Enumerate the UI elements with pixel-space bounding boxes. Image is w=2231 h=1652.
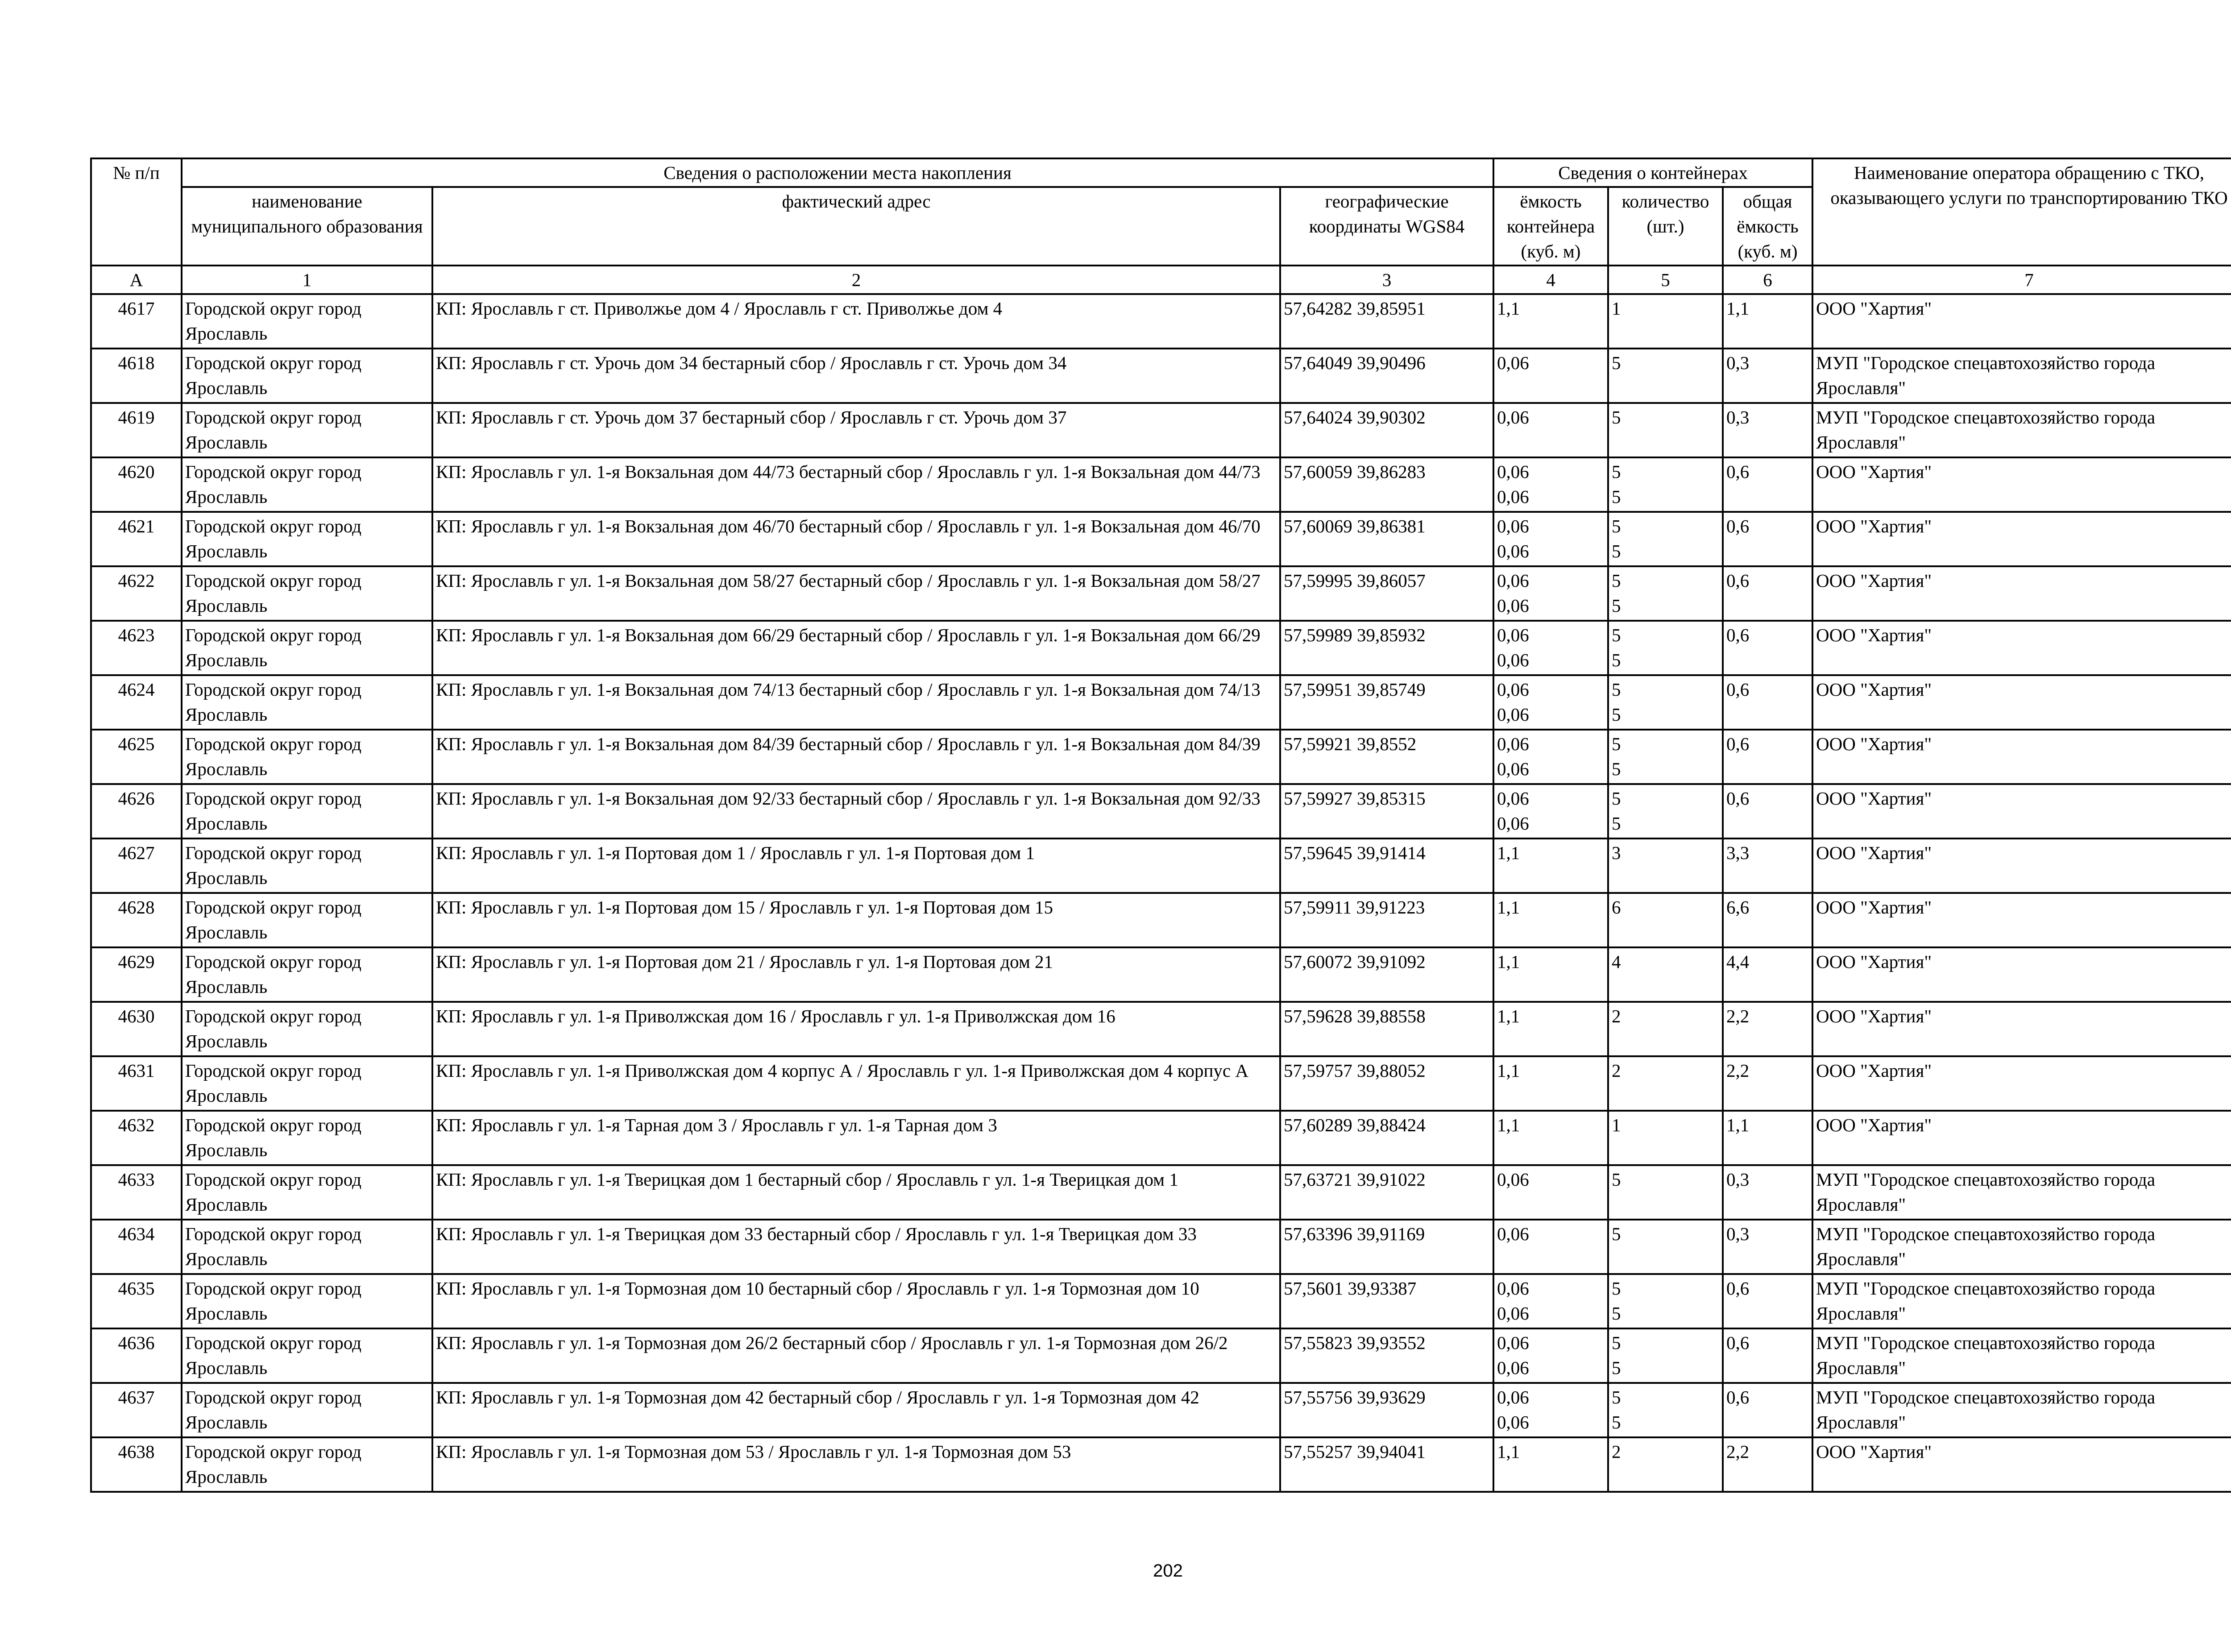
capacity-cell: 0,06 bbox=[1493, 349, 1608, 403]
table-row bbox=[91, 512, 2231, 566]
count-cell-line: 5 bbox=[1612, 650, 1621, 670]
index-cell: А bbox=[91, 266, 182, 294]
municipality-cell: Городской округ город Ярославль bbox=[182, 893, 432, 947]
total-cell: 2,2 bbox=[1723, 1002, 1812, 1056]
capacity-cell: 0,06 bbox=[1493, 1220, 1608, 1274]
capacity-cell bbox=[1493, 1328, 1608, 1383]
count-cell: 2 bbox=[1608, 1056, 1723, 1111]
municipality-cell: Городской округ город Ярославль bbox=[182, 1274, 432, 1328]
count-cell-line: 5 bbox=[1612, 486, 1621, 507]
count-cell: 6 bbox=[1608, 893, 1723, 947]
operator-cell: ООО "Хартия" bbox=[1812, 1002, 2231, 1056]
municipality-cell: Городской округ город Ярославль bbox=[182, 947, 432, 1002]
operator-cell: МУП "Городское спецавтохозяйство города Ярославля" bbox=[1812, 1328, 2231, 1383]
municipality-cell: Городской округ город Ярославль bbox=[182, 621, 432, 675]
coords-cell: 57,59911 39,91223 bbox=[1280, 893, 1493, 947]
count-cell-line: 5 bbox=[1612, 1303, 1621, 1324]
table-row bbox=[91, 294, 2231, 349]
address-cell: КП: Ярославль г ул. 1-я Вокзальная дом 84/39 бестарный сбор / Ярославль г ул. 1-я Вокзальная дом 84/39 bbox=[432, 730, 1280, 784]
coords-cell: 57,60289 39,88424 bbox=[1280, 1111, 1493, 1165]
coords-cell: 57,59927 39,85315 bbox=[1280, 784, 1493, 838]
address-cell: КП: Ярославль г ул. 1-я Портовая дом 21 / Ярославль г ул. 1-я Портовая дом 21 bbox=[432, 947, 1280, 1002]
row-number: 4623 bbox=[91, 621, 182, 675]
capacity-cell-line: 0,06 bbox=[1497, 595, 1529, 616]
coords-cell: 57,59989 39,85932 bbox=[1280, 621, 1493, 675]
count-cell: 2 bbox=[1608, 1002, 1723, 1056]
count-cell-line: 5 bbox=[1612, 759, 1621, 779]
table-row bbox=[91, 1002, 2231, 1056]
capacity-cell-line: 0,06 bbox=[1497, 541, 1529, 561]
header-row-number: № п/п bbox=[91, 158, 182, 266]
capacity-cell: 1,1 bbox=[1493, 294, 1608, 349]
capacity-cell bbox=[1493, 1383, 1608, 1437]
count-cell-line: 5 bbox=[1612, 595, 1621, 616]
index-cell: 7 bbox=[1812, 266, 2231, 294]
capacity-cell bbox=[1493, 730, 1608, 784]
capacity-cell: 1,1 bbox=[1493, 1002, 1608, 1056]
row-number: 4618 bbox=[91, 349, 182, 403]
index-cell: 6 bbox=[1723, 266, 1812, 294]
capacity-cell: 1,1 bbox=[1493, 1056, 1608, 1111]
address-cell: КП: Ярославль г ул. 1-я Портовая дом 15 / Ярославль г ул. 1-я Портовая дом 15 bbox=[432, 893, 1280, 947]
capacity-cell: 1,1 bbox=[1493, 947, 1608, 1002]
municipality-cell: Городской округ город Ярославль bbox=[182, 457, 432, 512]
coords-cell: 57,60059 39,86283 bbox=[1280, 457, 1493, 512]
coords-cell: 57,64049 39,90496 bbox=[1280, 349, 1493, 403]
total-cell: 0,6 bbox=[1723, 730, 1812, 784]
header-count: количество (шт.) bbox=[1608, 187, 1723, 266]
municipality-cell: Городской округ город Ярославль bbox=[182, 1437, 432, 1492]
total-cell: 1,1 bbox=[1723, 1111, 1812, 1165]
address-cell: КП: Ярославль г ул. 1-я Портовая дом 1 / Ярославль г ул. 1-я Портовая дом 1 bbox=[432, 838, 1280, 893]
table-row bbox=[91, 838, 2231, 893]
operator-cell: ООО "Хартия" bbox=[1812, 457, 2231, 512]
address-cell: КП: Ярославль г ул. 1-я Приволжская дом 4 корпус А / Ярославль г ул. 1-я Приволжская дом 4 корпус А bbox=[432, 1056, 1280, 1111]
capacity-cell bbox=[1493, 512, 1608, 566]
coords-cell: 57,55257 39,94041 bbox=[1280, 1437, 1493, 1492]
count-cell-line: 5 bbox=[1612, 541, 1621, 561]
capacity-cell: 1,1 bbox=[1493, 838, 1608, 893]
operator-cell: ООО "Хартия" bbox=[1812, 566, 2231, 621]
header-location-group: Сведения о расположении места накопления bbox=[182, 158, 1493, 187]
row-number: 4620 bbox=[91, 457, 182, 512]
header-containers-group: Сведения о контейнерах bbox=[1493, 158, 1812, 187]
row-number: 4631 bbox=[91, 1056, 182, 1111]
capacity-cell: 0,06 bbox=[1493, 403, 1608, 457]
count-cell-line: 5 bbox=[1612, 570, 1621, 591]
count-cell-line: 5 bbox=[1612, 1278, 1621, 1299]
capacity-cell-line: 0,06 bbox=[1497, 461, 1529, 482]
count-cell-line: 5 bbox=[1612, 813, 1621, 834]
municipality-cell: Городской округ город Ярославль bbox=[182, 1111, 432, 1165]
count-cell bbox=[1608, 566, 1723, 621]
municipality-cell: Городской округ город Ярославль bbox=[182, 349, 432, 403]
address-cell: КП: Ярославль г ул. 1-я Тормозная дом 42 бестарный сбор / Ярославль г ул. 1-я Тормозная дом 42 bbox=[432, 1383, 1280, 1437]
header-municipality: наименование муниципального образования bbox=[182, 187, 432, 266]
table-row bbox=[91, 893, 2231, 947]
row-number: 4629 bbox=[91, 947, 182, 1002]
address-cell: КП: Ярославль г ул. 1-я Вокзальная дом 92/33 бестарный сбор / Ярославль г ул. 1-я Вокзальная дом 92/33 bbox=[432, 784, 1280, 838]
capacity-cell bbox=[1493, 675, 1608, 730]
row-number: 4637 bbox=[91, 1383, 182, 1437]
municipality-cell: Городской округ город Ярославль bbox=[182, 730, 432, 784]
municipality-cell: Городской округ город Ярославль bbox=[182, 1165, 432, 1220]
table-row bbox=[91, 457, 2231, 512]
count-cell-line: 5 bbox=[1612, 1332, 1621, 1353]
coords-cell: 57,55756 39,93629 bbox=[1280, 1383, 1493, 1437]
row-number: 4625 bbox=[91, 730, 182, 784]
operator-cell: ООО "Хартия" bbox=[1812, 675, 2231, 730]
address-cell: КП: Ярославль г ул. 1-я Тормозная дом 26/2 бестарный сбор / Ярославль г ул. 1-я Тормозная дом 26/2 bbox=[432, 1328, 1280, 1383]
table-row bbox=[91, 784, 2231, 838]
capacity-cell: 1,1 bbox=[1493, 893, 1608, 947]
count-cell: 1 bbox=[1608, 294, 1723, 349]
count-cell-line: 5 bbox=[1612, 625, 1621, 645]
total-cell: 0,3 bbox=[1723, 1165, 1812, 1220]
index-cell: 1 bbox=[182, 266, 432, 294]
row-number: 4628 bbox=[91, 893, 182, 947]
count-cell-line: 5 bbox=[1612, 788, 1621, 809]
coords-cell: 57,60069 39,86381 bbox=[1280, 512, 1493, 566]
capacity-cell-line: 0,06 bbox=[1497, 1412, 1529, 1432]
municipality-cell: Городской округ город Ярославль bbox=[182, 1056, 432, 1111]
operator-cell: ООО "Хартия" bbox=[1812, 730, 2231, 784]
table-row bbox=[91, 566, 2231, 621]
capacity-cell-line: 0,06 bbox=[1497, 788, 1529, 809]
table-row bbox=[91, 1111, 2231, 1165]
row-number: 4630 bbox=[91, 1002, 182, 1056]
total-cell: 0,6 bbox=[1723, 784, 1812, 838]
index-cell: 2 bbox=[432, 266, 1280, 294]
count-cell: 2 bbox=[1608, 1437, 1723, 1492]
total-cell: 0,3 bbox=[1723, 1220, 1812, 1274]
address-cell: КП: Ярославль г ст. Урочь дом 37 бестарный сбор / Ярославль г ст. Урочь дом 37 bbox=[432, 403, 1280, 457]
total-cell: 6,6 bbox=[1723, 893, 1812, 947]
coords-cell: 57,59995 39,86057 bbox=[1280, 566, 1493, 621]
operator-cell: МУП "Городское спецавтохозяйство города Ярославля" bbox=[1812, 1383, 2231, 1437]
coords-cell: 57,59757 39,88052 bbox=[1280, 1056, 1493, 1111]
operator-cell: ООО "Хартия" bbox=[1812, 784, 2231, 838]
table-row bbox=[91, 730, 2231, 784]
capacity-cell-line: 0,06 bbox=[1497, 1387, 1529, 1407]
operator-cell: ООО "Хартия" bbox=[1812, 294, 2231, 349]
table-row bbox=[91, 403, 2231, 457]
municipality-cell: Городской округ город Ярославль bbox=[182, 1383, 432, 1437]
coords-cell: 57,64024 39,90302 bbox=[1280, 403, 1493, 457]
row-number: 4635 bbox=[91, 1274, 182, 1328]
operator-cell: ООО "Хартия" bbox=[1812, 893, 2231, 947]
address-cell: КП: Ярославль г ул. 1-я Тормозная дом 10 бестарный сбор / Ярославль г ул. 1-я Тормозная дом 10 bbox=[432, 1274, 1280, 1328]
table-row bbox=[91, 1056, 2231, 1111]
coords-cell: 57,63721 39,91022 bbox=[1280, 1165, 1493, 1220]
count-cell: 5 bbox=[1608, 403, 1723, 457]
municipality-cell: Городской округ город Ярославль bbox=[182, 512, 432, 566]
municipality-cell: Городской округ город Ярославль bbox=[182, 675, 432, 730]
address-cell: КП: Ярославль г ул. 1-я Вокзальная дом 58/27 бестарный сбор / Ярославль г ул. 1-я Вокзальная дом 58/27 bbox=[432, 566, 1280, 621]
operator-cell: МУП "Городское спецавтохозяйство города Ярославля" bbox=[1812, 1165, 2231, 1220]
header-address: фактический адрес bbox=[432, 187, 1280, 266]
count-cell: 5 bbox=[1608, 349, 1723, 403]
row-number: 4617 bbox=[91, 294, 182, 349]
row-number: 4638 bbox=[91, 1437, 182, 1492]
total-cell: 0,3 bbox=[1723, 403, 1812, 457]
total-cell: 0,6 bbox=[1723, 457, 1812, 512]
capacity-cell bbox=[1493, 784, 1608, 838]
table-row bbox=[91, 1220, 2231, 1274]
capacity-cell-line: 0,06 bbox=[1497, 516, 1529, 536]
coords-cell: 57,59921 39,8552 bbox=[1280, 730, 1493, 784]
count-cell-line: 5 bbox=[1612, 704, 1621, 725]
coords-cell: 57,59951 39,85749 bbox=[1280, 675, 1493, 730]
index-cell: 4 bbox=[1493, 266, 1608, 294]
header-coords: географические координаты WGS84 bbox=[1280, 187, 1493, 266]
capacity-cell-line: 0,06 bbox=[1497, 570, 1529, 591]
capacity-cell-line: 0,06 bbox=[1497, 1357, 1529, 1378]
row-number: 4626 bbox=[91, 784, 182, 838]
count-cell bbox=[1608, 675, 1723, 730]
coords-cell: 57,59645 39,91414 bbox=[1280, 838, 1493, 893]
total-cell: 0,6 bbox=[1723, 1274, 1812, 1328]
capacity-cell-line: 0,06 bbox=[1497, 1278, 1529, 1299]
total-cell: 1,1 bbox=[1723, 294, 1812, 349]
count-cell: 4 bbox=[1608, 947, 1723, 1002]
count-cell: 5 bbox=[1608, 1220, 1723, 1274]
count-cell: 5 bbox=[1608, 1165, 1723, 1220]
capacity-cell bbox=[1493, 621, 1608, 675]
count-cell bbox=[1608, 621, 1723, 675]
row-number: 4632 bbox=[91, 1111, 182, 1165]
municipality-cell: Городской округ город Ярославль bbox=[182, 1002, 432, 1056]
operator-cell: МУП "Городское спецавтохозяйство города Ярославля" bbox=[1812, 403, 2231, 457]
count-cell: 3 bbox=[1608, 838, 1723, 893]
capacity-cell: 1,1 bbox=[1493, 1111, 1608, 1165]
total-cell: 2,2 bbox=[1723, 1437, 1812, 1492]
address-cell: КП: Ярославль г ул. 1-я Тарная дом 3 / Ярославль г ул. 1-я Тарная дом 3 bbox=[432, 1111, 1280, 1165]
row-number: 4622 bbox=[91, 566, 182, 621]
municipality-cell: Городской округ город Ярославль bbox=[182, 838, 432, 893]
operator-cell: МУП "Городское спецавтохозяйство города Ярославля" bbox=[1812, 1220, 2231, 1274]
count-cell-line: 5 bbox=[1612, 734, 1621, 754]
capacity-cell-line: 0,06 bbox=[1497, 1303, 1529, 1324]
coords-cell: 57,63396 39,91169 bbox=[1280, 1220, 1493, 1274]
operator-cell: ООО "Хартия" bbox=[1812, 1437, 2231, 1492]
index-cell: 3 bbox=[1280, 266, 1493, 294]
table-row bbox=[91, 1383, 2231, 1437]
municipality-cell: Городской округ город Ярославль bbox=[182, 566, 432, 621]
address-cell: КП: Ярославль г ул. 1-я Приволжская дом 16 / Ярославль г ул. 1-я Приволжская дом 16 bbox=[432, 1002, 1280, 1056]
count-cell bbox=[1608, 457, 1723, 512]
address-cell: КП: Ярославль г ул. 1-я Вокзальная дом 44/73 бестарный сбор / Ярославль г ул. 1-я Вокзальная дом 44/73 bbox=[432, 457, 1280, 512]
table-row bbox=[91, 1274, 2231, 1328]
capacity-cell-line: 0,06 bbox=[1497, 734, 1529, 754]
address-cell: КП: Ярославль г ст. Урочь дом 34 бестарный сбор / Ярославль г ст. Урочь дом 34 bbox=[432, 349, 1280, 403]
table-row bbox=[91, 1165, 2231, 1220]
capacity-cell: 0,06 bbox=[1493, 1165, 1608, 1220]
count-cell-line: 5 bbox=[1612, 461, 1621, 482]
count-cell-line: 5 bbox=[1612, 1412, 1621, 1432]
total-cell: 0,6 bbox=[1723, 1383, 1812, 1437]
address-cell: КП: Ярославль г ст. Приволжье дом 4 / Ярославль г ст. Приволжье дом 4 bbox=[432, 294, 1280, 349]
operator-cell: ООО "Хартия" bbox=[1812, 621, 2231, 675]
table-row bbox=[91, 1328, 2231, 1383]
capacity-cell: 1,1 bbox=[1493, 1437, 1608, 1492]
operator-cell: ООО "Хартия" bbox=[1812, 512, 2231, 566]
coords-cell: 57,64282 39,85951 bbox=[1280, 294, 1493, 349]
operator-cell: ООО "Хартия" bbox=[1812, 947, 2231, 1002]
total-cell: 0,6 bbox=[1723, 512, 1812, 566]
count-cell bbox=[1608, 784, 1723, 838]
capacity-cell-line: 0,06 bbox=[1497, 704, 1529, 725]
table-row bbox=[91, 349, 2231, 403]
address-cell: КП: Ярославль г ул. 1-я Вокзальная дом 66/29 бестарный сбор / Ярославль г ул. 1-я Вокзальная дом 66/29 bbox=[432, 621, 1280, 675]
header-capacity: ёмкость контейнера (куб. м) bbox=[1493, 187, 1608, 266]
header-operator: Наименование оператора обращению с ТКО, оказывающего услуги по транспортированию ТКО bbox=[1812, 158, 2231, 266]
address-cell: КП: Ярославль г ул. 1-я Вокзальная дом 46/70 бестарный сбор / Ярославль г ул. 1-я Вокзальная дом 46/70 bbox=[432, 512, 1280, 566]
count-cell-line: 5 bbox=[1612, 1357, 1621, 1378]
operator-cell: ООО "Хартия" bbox=[1812, 1056, 2231, 1111]
row-number: 4621 bbox=[91, 512, 182, 566]
count-cell bbox=[1608, 1328, 1723, 1383]
table-row bbox=[91, 675, 2231, 730]
coords-cell: 57,5601 39,93387 bbox=[1280, 1274, 1493, 1328]
count-cell: 1 bbox=[1608, 1111, 1723, 1165]
page-number: 202 bbox=[1153, 1561, 1183, 1581]
municipality-cell: Городской округ город Ярославль bbox=[182, 784, 432, 838]
count-cell bbox=[1608, 1383, 1723, 1437]
capacity-cell bbox=[1493, 566, 1608, 621]
header-index-row bbox=[91, 266, 2231, 294]
total-cell: 2,2 bbox=[1723, 1056, 1812, 1111]
capacity-cell-line: 0,06 bbox=[1497, 1332, 1529, 1353]
municipality-cell: Городской округ город Ярославль bbox=[182, 403, 432, 457]
total-cell: 4,4 bbox=[1723, 947, 1812, 1002]
row-number: 4633 bbox=[91, 1165, 182, 1220]
total-cell: 0,6 bbox=[1723, 621, 1812, 675]
capacity-cell-line: 0,06 bbox=[1497, 759, 1529, 779]
total-cell: 0,6 bbox=[1723, 566, 1812, 621]
operator-cell: МУП "Городское спецавтохозяйство города Ярославля" bbox=[1812, 1274, 2231, 1328]
address-cell: КП: Ярославль г ул. 1-я Тверицкая дом 1 бестарный сбор / Ярославль г ул. 1-я Тверицкая дом 1 bbox=[432, 1165, 1280, 1220]
index-cell: 5 bbox=[1608, 266, 1723, 294]
row-number: 4636 bbox=[91, 1328, 182, 1383]
total-cell: 3,3 bbox=[1723, 838, 1812, 893]
capacity-cell-line: 0,06 bbox=[1497, 650, 1529, 670]
count-cell-line: 5 bbox=[1612, 679, 1621, 700]
capacity-cell-line: 0,06 bbox=[1497, 813, 1529, 834]
count-cell bbox=[1608, 730, 1723, 784]
row-number: 4627 bbox=[91, 838, 182, 893]
table-row bbox=[91, 947, 2231, 1002]
capacity-cell bbox=[1493, 1274, 1608, 1328]
capacity-cell-line: 0,06 bbox=[1497, 625, 1529, 645]
coords-cell: 57,55823 39,93552 bbox=[1280, 1328, 1493, 1383]
municipality-cell: Городской округ город Ярославль bbox=[182, 1328, 432, 1383]
total-cell: 0,6 bbox=[1723, 675, 1812, 730]
operator-cell: МУП "Городское спецавтохозяйство города Ярославля" bbox=[1812, 349, 2231, 403]
header-total: общая ёмкость (куб. м) bbox=[1723, 187, 1812, 266]
count-cell-line: 5 bbox=[1612, 1387, 1621, 1407]
municipality-cell: Городской округ город Ярославль bbox=[182, 1220, 432, 1274]
count-cell bbox=[1608, 512, 1723, 566]
coords-cell: 57,60072 39,91092 bbox=[1280, 947, 1493, 1002]
row-number: 4619 bbox=[91, 403, 182, 457]
address-cell: КП: Ярославль г ул. 1-я Тверицкая дом 33 бестарный сбор / Ярославль г ул. 1-я Тверицкая дом 33 bbox=[432, 1220, 1280, 1274]
count-cell-line: 5 bbox=[1612, 516, 1621, 536]
row-number: 4624 bbox=[91, 675, 182, 730]
registry-table bbox=[90, 158, 2231, 1493]
table-row bbox=[91, 621, 2231, 675]
coords-cell: 57,59628 39,88558 bbox=[1280, 1002, 1493, 1056]
address-cell: КП: Ярославль г ул. 1-я Вокзальная дом 74/13 бестарный сбор / Ярославль г ул. 1-я Вокзальная дом 74/13 bbox=[432, 675, 1280, 730]
capacity-cell bbox=[1493, 457, 1608, 512]
operator-cell: ООО "Хартия" bbox=[1812, 838, 2231, 893]
total-cell: 0,3 bbox=[1723, 349, 1812, 403]
capacity-cell-line: 0,06 bbox=[1497, 486, 1529, 507]
count-cell bbox=[1608, 1274, 1723, 1328]
table-row bbox=[91, 1437, 2231, 1492]
address-cell: КП: Ярославль г ул. 1-я Тормозная дом 53 / Ярославль г ул. 1-я Тормозная дом 53 bbox=[432, 1437, 1280, 1492]
row-number: 4634 bbox=[91, 1220, 182, 1274]
total-cell: 0,6 bbox=[1723, 1328, 1812, 1383]
municipality-cell: Городской округ город Ярославль bbox=[182, 294, 432, 349]
capacity-cell-line: 0,06 bbox=[1497, 679, 1529, 700]
operator-cell: ООО "Хартия" bbox=[1812, 1111, 2231, 1165]
